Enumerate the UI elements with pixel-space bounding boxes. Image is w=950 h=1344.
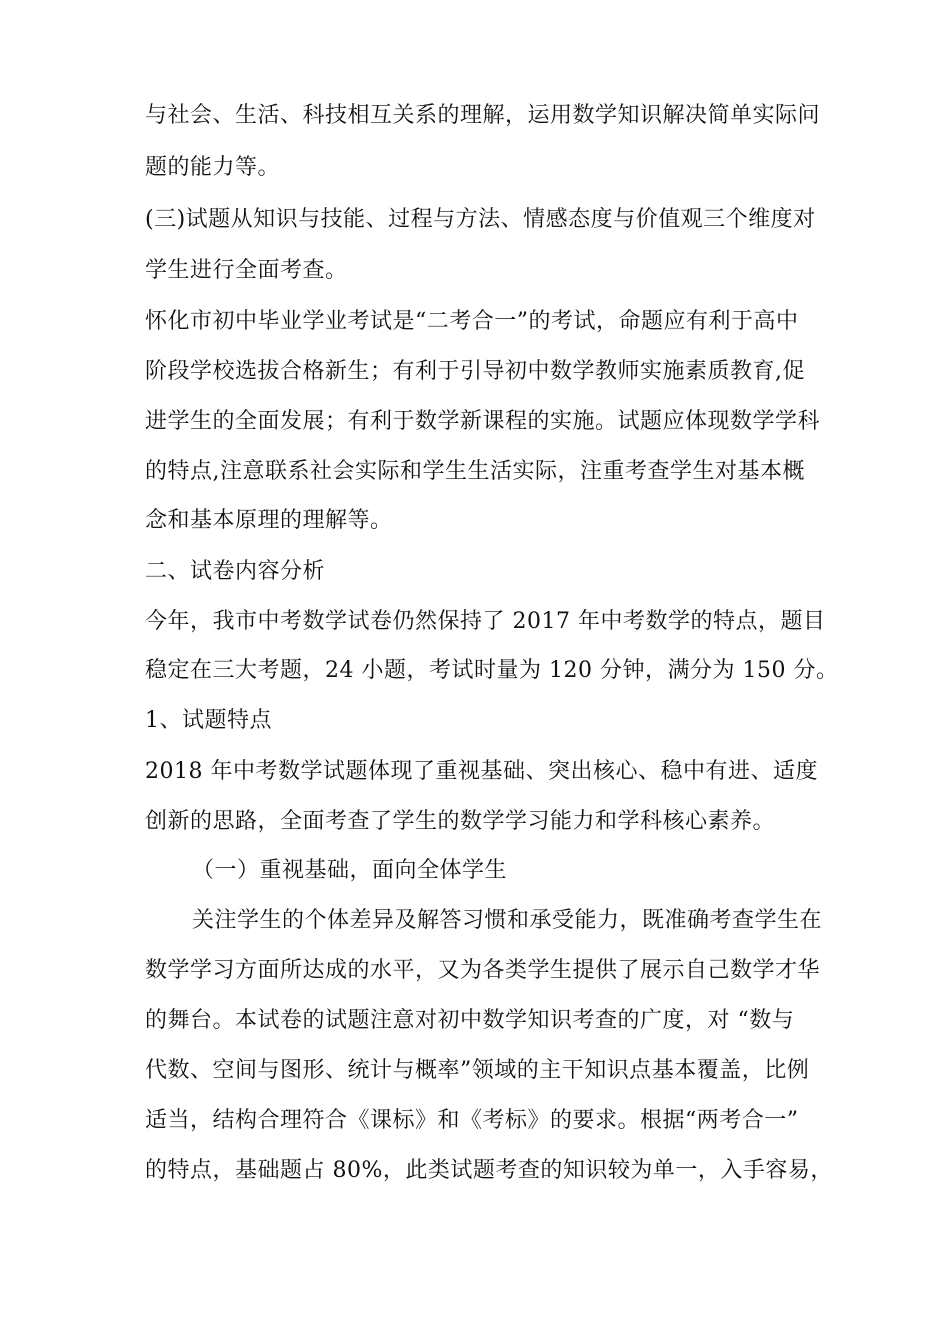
text-line-20: 代数、空间与图形、统计与概率”领域的主干知识点基本覆盖，比例 <box>145 1058 810 1083</box>
subsection-heading-yi: （一）重视基础，面向全体学生 <box>192 858 508 883</box>
text-line-12: 稳定在三大考题，24 小题，考试时量为 120 分钟，满分为 150 分。 <box>145 658 839 683</box>
text-line-18: 数学学习方面所达成的水平，又为各类学生提供了展示自己数学才华 <box>145 958 821 983</box>
text-line-3: (三)试题从知识与技能、过程与方法、情感态度与价值观三个维度对 <box>145 207 816 232</box>
text-line-17: 关注学生的个体差异及解答习惯和承受能力，既准确考查学生在 <box>192 908 823 933</box>
text-line-8: 的特点,注意联系社会实际和学生生活实际，注重考查学生对基本概 <box>145 459 805 484</box>
section-heading-2: 二、试卷内容分析 <box>145 559 326 584</box>
text-line-21: 适当，结构合理符合《课标》和《考标》的要求。根据“两考合一” <box>145 1108 799 1133</box>
text-line-22: 的特点，基础题占 80%，此类试题考查的知识较为单一，入手容易， <box>145 1158 833 1183</box>
text-line-9: 念和基本原理的理解等。 <box>145 508 393 533</box>
text-line-19: 的舞台。本试卷的试题注意对初中数学知识考查的广度，对 “数与 <box>145 1008 795 1033</box>
text-line-14: 2018 年中考数学试题体现了重视基础、突出核心、稳中有进、适度 <box>145 759 818 784</box>
text-line-15: 创新的思路，全面考查了学生的数学学习能力和学科核心素养。 <box>145 809 776 834</box>
text-line-6: 阶段学校选拔合格新生；有利于引导初中数学教师实施素质教育,促 <box>145 359 805 384</box>
subsection-heading-1: 1、试题特点 <box>145 708 272 733</box>
text-line-2: 题的能力等。 <box>145 155 281 180</box>
text-line-11: 今年，我市中考数学试卷仍然保持了 2017 年中考数学的特点，题目 <box>145 609 826 634</box>
text-line-4: 学生进行全面考查。 <box>145 258 348 283</box>
text-line-1: 与社会、生活、科技相互关系的理解，运用数学知识解决简单实际问 <box>145 103 821 128</box>
text-line-7: 进学生的全面发展；有利于数学新课程的实施。试题应体现数学学科 <box>145 409 821 434</box>
text-line-5: 怀化市初中毕业学业考试是“二考合一”的考试，命题应有利于高中 <box>145 309 799 334</box>
